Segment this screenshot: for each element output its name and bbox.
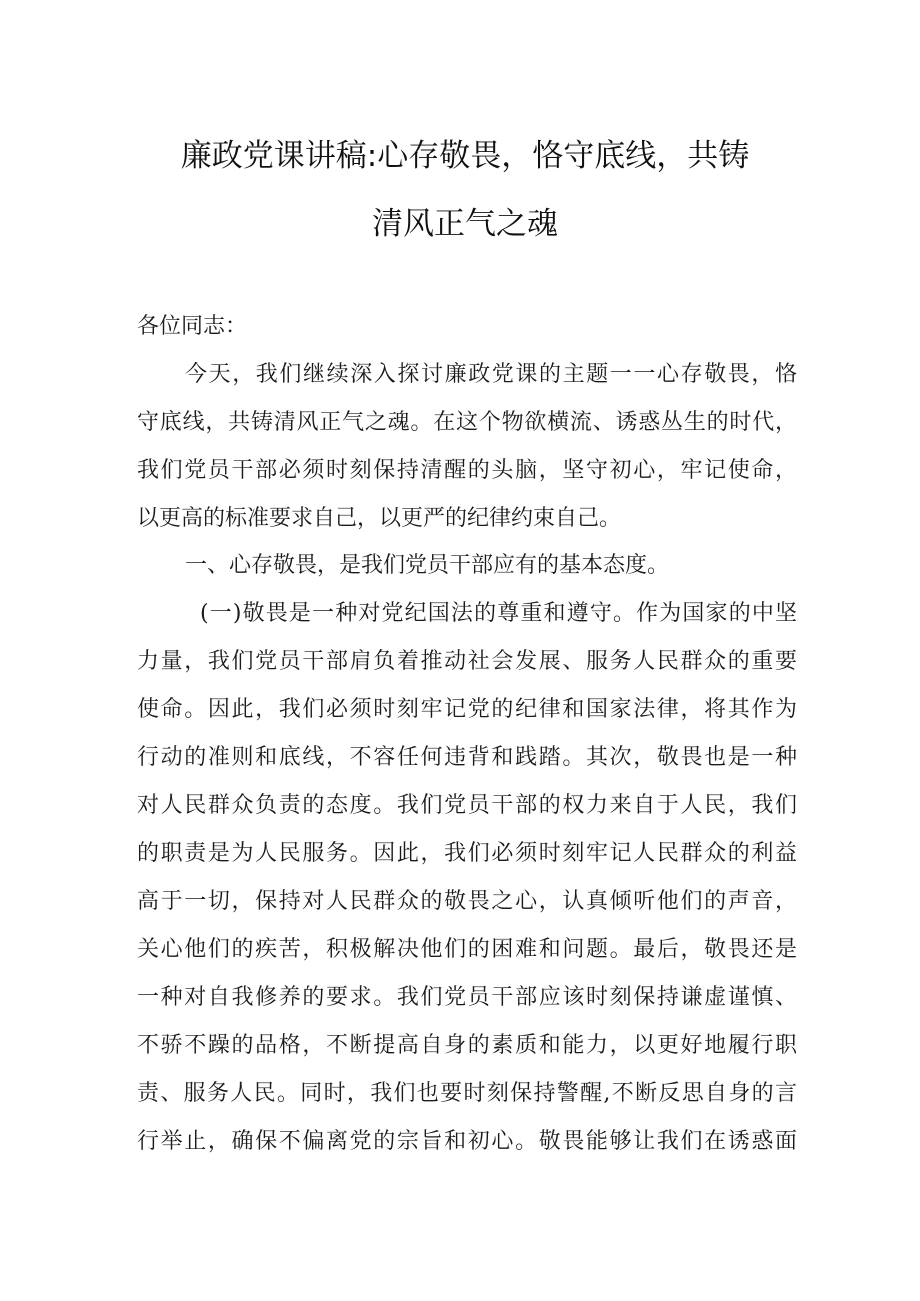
document-title-line-2: 清风正气之魂 [372,206,558,242]
paragraph-line: 对人民群众负责的态度。我们党员干部的权力来自于人民，我们 [137,793,797,818]
paragraph-line: 行举止，确保不偏离党的宗旨和初心。敬畏能够让我们在诱惑面 [137,1129,797,1154]
paragraph-line: 不骄不躁的品格，不断提高自身的素质和能力，以更好地履行职 [137,1033,797,1058]
paragraph-line: 的职责是为人民服务。因此，我们必须时刻牢记人民群众的利益 [137,841,797,866]
paragraph-line: 我们党员干部必须时刻保持清醒的头脑，坚守初心，牢记使命， [137,458,797,483]
paragraph-line: 行动的准则和底线，不容任何违背和践踏。其次，敬畏也是一种 [137,745,797,770]
paragraph-line: 责、服务人民。同时，我们也要时刻保持警醒,不断反思自身的言 [137,1081,797,1106]
paragraph-line: (一)敬畏是一种对党纪国法的尊重和遵守。作为国家的中坚 [200,601,797,626]
section-heading: 一、心存敬畏，是我们党员干部应有的基本态度。 [185,553,670,578]
paragraph-line: 关心他们的疾苦，积极解决他们的困难和问题。最后，敬畏还是 [137,937,797,962]
document-title-line-1: 廉政党课讲稿:心存敬畏，恪守底线，共铸 [180,138,750,174]
salutation: 各位同志： [137,314,248,339]
paragraph-line: 力量，我们党员干部肩负着推动社会发展、服务人民群众的重要 [137,649,797,674]
paragraph-line: 今天，我们继续深入探讨廉政党课的主题一一心存敬畏，恪 [185,362,797,387]
paragraph-line: 以更高的标准要求自己，以更严的纪律约束自己。 [137,506,622,531]
paragraph-line: 一种对自我修养的要求。我们党员干部应该时刻保持谦虚谨慎、 [137,985,797,1010]
paragraph-line: 高于一切，保持对人民群众的敬畏之心，认真倾听他们的声音， [137,889,797,914]
paragraph-line: 守底线，共铸清风正气之魂。在这个物欲横流、诱惑丛生的时代， [137,410,797,435]
paragraph-line: 使命。因此，我们必须时刻牢记党的纪律和国家法律，将其作为 [137,697,797,722]
